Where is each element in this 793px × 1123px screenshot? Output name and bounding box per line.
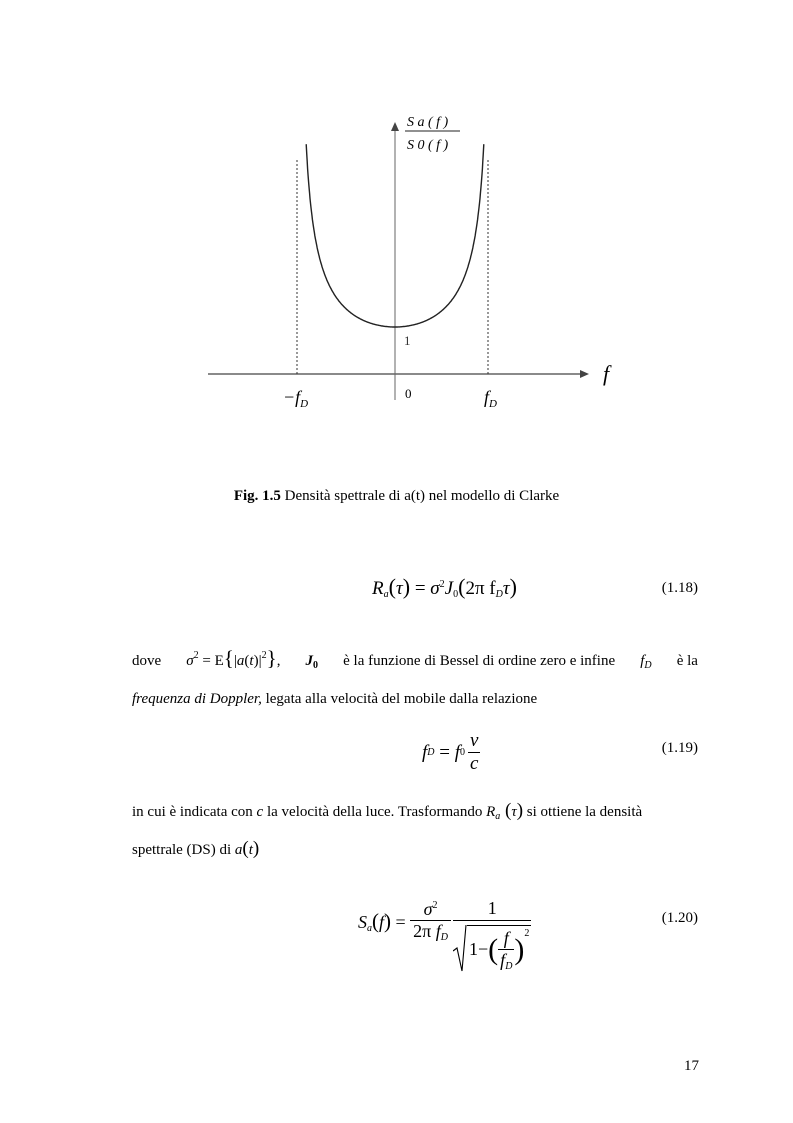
- eq119-lhs: f: [422, 741, 428, 763]
- para1-sigma-def: $\sigma^2 = E\{|a(t)|^2\}$,: [186, 646, 281, 670]
- paragraph-1: [132, 645, 698, 710]
- eq120-sqrt: 1− ( $\frac{f}{f_D}$ ) 2: [453, 920, 531, 973]
- eq120-fraction-1: $\sigma^2$ 2π $f_D$: [410, 899, 451, 943]
- paragraph-2-line-2: spettrale (DS) di a(t): [132, 838, 260, 859]
- equation-number-1-18: (1.18): [661, 580, 698, 596]
- eq118-bessel: J: [444, 578, 454, 599]
- para1-bessel: $J_0$: [305, 653, 319, 671]
- figure-svg: [205, 100, 620, 410]
- equation-number-1-19: (1.19): [661, 740, 698, 756]
- paragraph-2: [132, 800, 698, 861]
- para1-text-bessel: è la funzione di Bessel di ordine zero e infine: [343, 653, 616, 669]
- tick-neg-fd: $-f_D$: [283, 387, 309, 410]
- tick-zero: 0: [405, 386, 412, 401]
- minimum-value-label: 1: [404, 333, 411, 348]
- para1-text-relazione: legata alla velocità del mobile dalla relazione: [261, 691, 538, 707]
- sqrt-sign: [453, 923, 467, 973]
- equation-1-20: [358, 898, 531, 973]
- eq119-lhs-sub: D: [427, 747, 435, 758]
- para1-text-e-la: è la: [676, 653, 698, 669]
- paragraph-2-line-1: in cui è indicata con c la velocità della luce. Trasformando $R_a$ (τ) si ottiene la densità: [132, 800, 643, 822]
- eq118-arg-sub: D: [495, 589, 503, 600]
- eq120-inner-fraction: $\frac{f}{f_D}$: [500, 927, 513, 972]
- eq118-arg-pre: 2π f: [465, 578, 496, 599]
- para1-italic-doppler: frequenza di Doppler,: [132, 691, 262, 707]
- eq118-bessel-sub: 0: [453, 589, 459, 600]
- caption-label: Fig. 1.5: [233, 488, 281, 504]
- eq120-fraction-2: 1 1− ( $\frac{f}{f_D}$ ) 2: [453, 898, 531, 973]
- y-label-numerator: S a ( f ): [407, 115, 449, 130]
- eq119-fraction: $\frac{v}{c}$: [470, 730, 479, 774]
- eq118-sup: 2: [439, 579, 445, 590]
- paragraph-1-line-1: [132, 645, 698, 677]
- equation-1-19: f D = f 0 $\frac{v}{c}$: [422, 730, 479, 774]
- page-number: 17: [684, 1058, 699, 1074]
- equation-number-1-20: (1.20): [661, 910, 698, 926]
- eq118-sigma: σ: [430, 578, 440, 599]
- para1-text-dove: dove: [132, 653, 162, 669]
- eq118-arg-post: τ: [502, 578, 510, 599]
- eq119-f0: f: [454, 741, 461, 763]
- eq120-lhs: $S_a(f)$ =: [358, 909, 411, 934]
- y-label-denominator: S 0 ( f ): [407, 138, 449, 153]
- para1-fd: $f_D$: [640, 653, 652, 671]
- x-axis-label: f: [603, 361, 610, 386]
- eq118-lhs-sub: a: [383, 589, 389, 600]
- spectral-density-figure: [205, 100, 620, 410]
- caption-text: Densità spettrale di a(t) nel modello di Clarke: [280, 488, 560, 504]
- para2-R-tau: $R_a$ (τ): [486, 800, 524, 822]
- tick-pos-fd: $f_D$: [484, 387, 497, 410]
- eq118-arg: τ: [395, 578, 403, 599]
- eq119-f0-sub: 0: [460, 747, 466, 758]
- paragraph-1-line-2: [132, 688, 698, 710]
- eq118-lhs: R: [372, 578, 384, 599]
- figure-caption: [0, 488, 793, 505]
- para2-a-t: a(t): [234, 838, 260, 859]
- equation-1-18: $R_a(\tau) = \sigma^2J0(2\pi$ $f_D\tau$): [372, 574, 517, 600]
